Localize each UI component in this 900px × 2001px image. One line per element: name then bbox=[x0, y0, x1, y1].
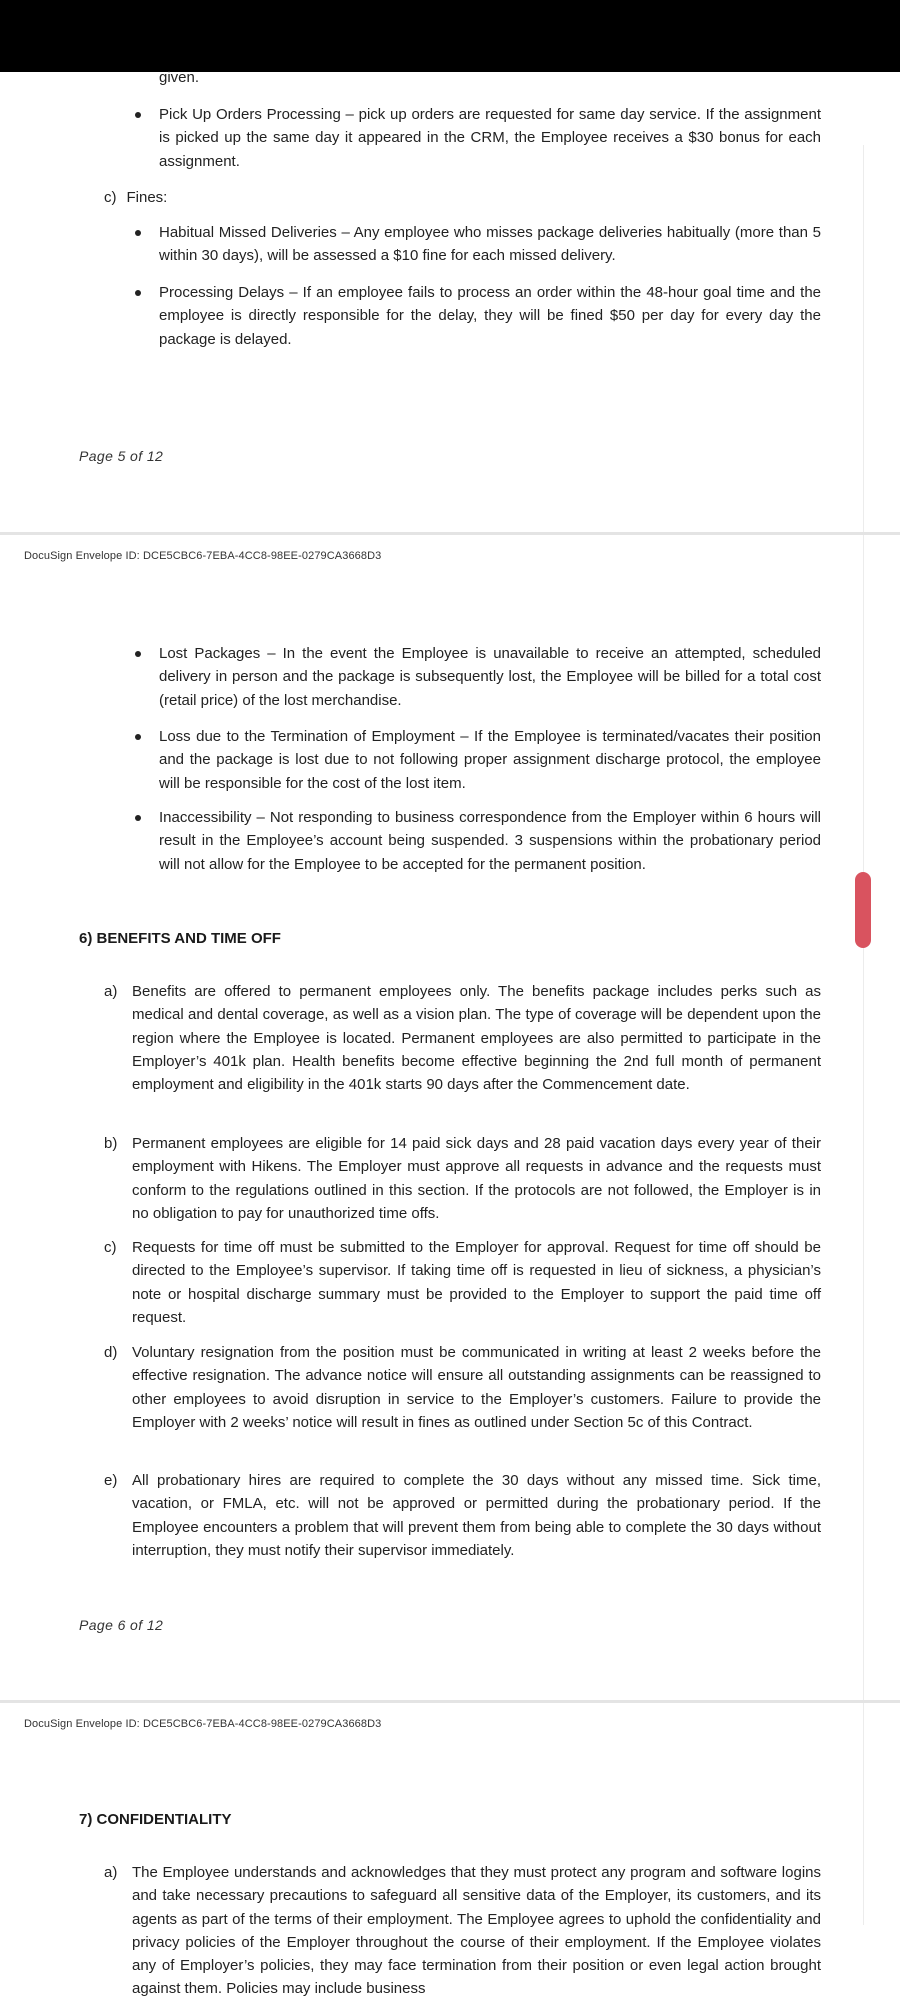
page-separator bbox=[0, 1700, 900, 1703]
item-marker: a) bbox=[104, 983, 118, 1000]
item-marker: e) bbox=[104, 1472, 118, 1489]
fine-processing-delays: Processing Delays – If an employee fails to process an order within the 48-hour goal time and the employee is directly responsible for the delay, they will be fined $50 per day for every day the package is delayed. bbox=[159, 281, 821, 351]
item-text: Voluntary resignation from the position must be communicated in writing at least 2 weeks before the effective resignation. The advance notice will ensure all outstanding assignments can be reassigned to other employees to avoid disruption in service to the Employer’s customers. Failure to provide the Employer with 2 weeks’ notice will result in fines as outlined under Section 5c of this Contract. bbox=[132, 1344, 821, 1431]
section-7-heading: 7) CONFIDENTIALITY bbox=[79, 1811, 232, 1828]
section-6-heading: 6) BENEFITS AND TIME OFF bbox=[79, 930, 281, 947]
scroll-track bbox=[863, 145, 864, 1925]
continued-text: given. bbox=[159, 69, 200, 86]
docusign-envelope-id: DocuSign Envelope ID: DCE5CBC6-7EBA-4CC8-98EE-0279CA3668D3 bbox=[24, 1718, 382, 1730]
benefits-item-e bbox=[104, 1469, 821, 1562]
scrollbar-thumb[interactable] bbox=[855, 872, 871, 948]
benefits-item-a bbox=[104, 980, 821, 1096]
item-marker: c) bbox=[104, 1239, 117, 1256]
item-text: All probationary hires are required to complete the 30 days without any missed time. Sick time, vacation, or FMLA, etc. will not be approved or permitted during the probationary period. If the Employee encounters a problem that will prevent them from being able to complete the 30 days without interruption, they must notify their supervisor immediately. bbox=[132, 1472, 821, 1559]
bonus-pickup-orders: Pick Up Orders Processing – pick up orders are requested for same day service. If the assignment is picked up the same day it appeared in the CRM, the Employee receives a $30 bonus for each assignment. bbox=[159, 103, 821, 173]
item-text: Permanent employees are eligible for 14 paid sick days and 28 paid vacation days every year of their employment with Hikens. The Employer must approve all requests in advance and the requests must conform to the regulations outlined in this section. If the protocols are not followed, the Employer is in no obligation to pay for unauthorized time offs. bbox=[132, 1135, 821, 1222]
item-marker: a) bbox=[104, 1864, 118, 1881]
fine-missed-deliveries: Habitual Missed Deliveries – Any employee who misses package deliveries habitually (more than 5 within 30 days), will be assessed a $10 fine for each missed delivery. bbox=[159, 221, 821, 268]
fines-subheading bbox=[104, 186, 177, 209]
item-text: Benefits are offered to permanent employees only. The benefits package includes perks such as medical and dental coverage, as well as a vision plan. The type of coverage will be dependent upon the region where the Employee is located. Permanent employees are also permitted to participate in the Employer’s 401k plan. Health benefits become effective beginning the 2nd full month of permanent employment and eligibility in the 401k starts 90 days after the Commencement date. bbox=[132, 983, 821, 1094]
confidentiality-item-a bbox=[104, 1861, 821, 2001]
item-text: The Employee understands and acknowledges that they must protect any program and software logins and take necessary precautions to safeguard all sensitive data of the Employer, its customers, and its agents as part of the terms of their employment. The Employee agrees to uphold the confidentiality and privacy policies of the Employer throughout the course of their employment. If the Employee violates any of Employer’s policies, they may face termination from their position or even legal action brought against them. Policies may include business bbox=[132, 1864, 821, 1998]
fine-inaccessibility: Inaccessibility – Not responding to business correspondence from the Employer within 6 hours will result in the Employee’s account being suspended. 3 suspensions within the probationary period will not allow for the Employee to be accepted for the permanent position. bbox=[159, 806, 821, 876]
docusign-envelope-id: DocuSign Envelope ID: DCE5CBC6-7EBA-4CC8-98EE-0279CA3668D3 bbox=[24, 550, 382, 562]
status-bar bbox=[0, 0, 900, 72]
item-text: Requests for time off must be submitted to the Employer for approval. Request for time off should be directed to the Employee’s supervisor. If taking time off is requested in lieu of sickness, a physician’s note or hospital discharge summary must be provided to the Employer to support the paid time off request. bbox=[132, 1239, 821, 1326]
page-number-6: Page 6 of 12 bbox=[79, 1617, 164, 1633]
fines-label: Fines: bbox=[126, 189, 168, 206]
item-marker: d) bbox=[104, 1344, 118, 1361]
item-marker: b) bbox=[104, 1135, 118, 1152]
page-separator bbox=[0, 532, 900, 535]
fine-lost-packages: Lost Packages – In the event the Employee is unavailable to receive an attempted, scheduled delivery in person and the package is subsequently lost, the Employee will be billed for a total cost (retail price) of the lost merchandise. bbox=[159, 642, 821, 712]
benefits-item-d bbox=[104, 1341, 821, 1434]
benefits-item-c bbox=[104, 1236, 821, 1329]
fine-termination-loss: Loss due to the Termination of Employment – If the Employee is terminated/vacates their position and the package is lost due to not following proper assignment discharge protocol, the employee will be responsible for the cost of the lost item. bbox=[159, 725, 821, 795]
page-number-5: Page 5 of 12 bbox=[79, 448, 164, 464]
benefits-item-b bbox=[104, 1132, 821, 1225]
fines-marker: c) bbox=[104, 189, 117, 206]
